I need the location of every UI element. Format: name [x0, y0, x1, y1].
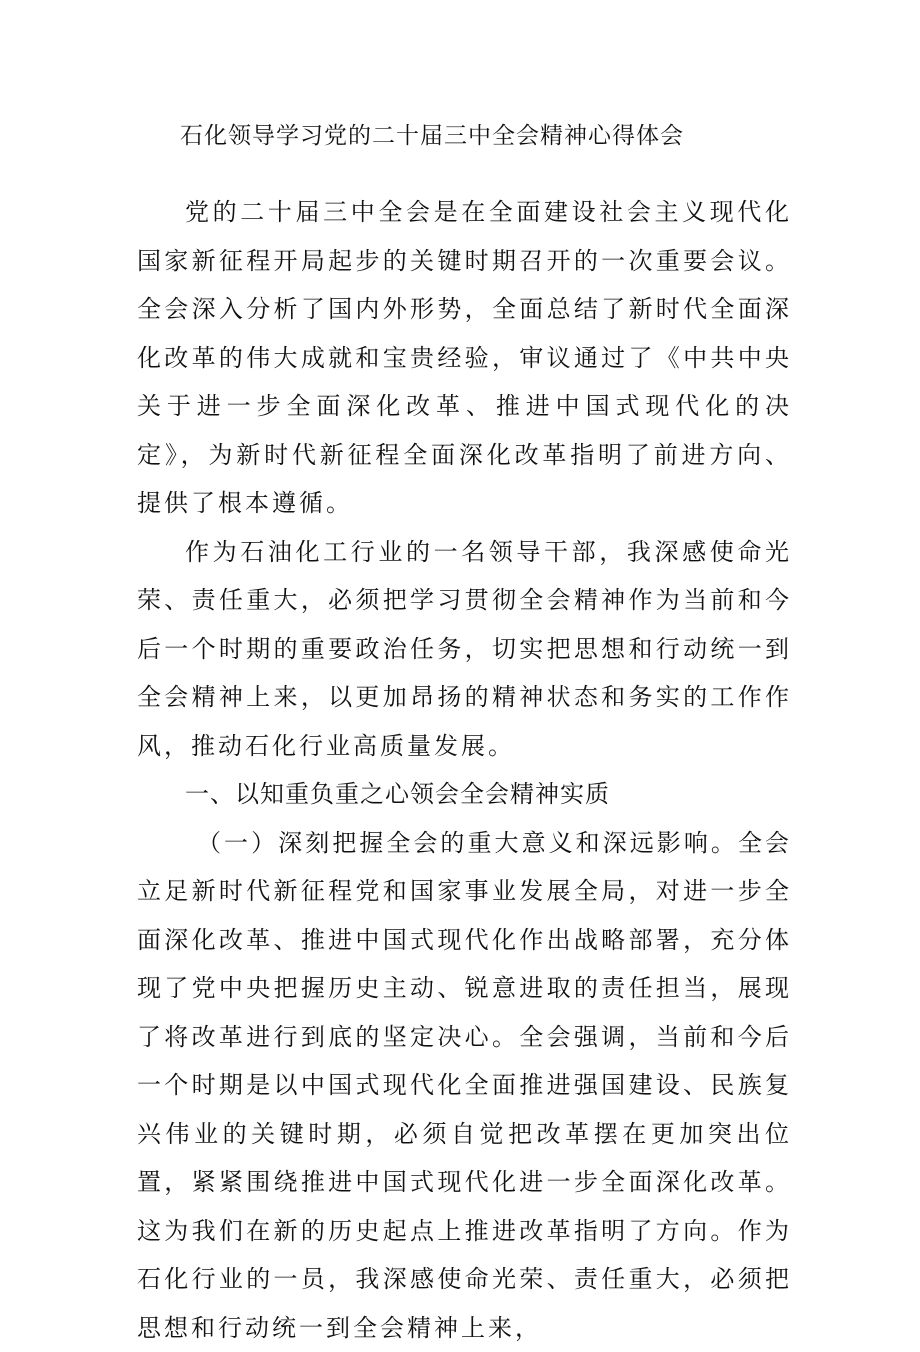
document-title: 石化领导学习党的二十届三中全会精神心得体会 — [180, 116, 740, 156]
body-paragraph-1: 党的二十届三中全会是在全面建设社会主义现代化国家新征程开局起步的关键时期召开的一次重要会议。全会深入分析了国内外形势，全面总结了新时代全面深化改革的伟大成就和宝贵经验，审议通过了《中共中央关于进一步全面深化改革、推进中国式现代化的决定》，为新时代新征程全面深化改革指明了前进方向、提供了根本遵循。 — [137, 188, 792, 528]
document-body — [137, 188, 792, 1352]
body-paragraph-2: 作为石油化工行业的一名领导干部，我深感使命光荣、责任重大，必须把学习贯彻全会精神作为当前和今后一个时期的重要政治任务，切实把思想和行动统一到全会精神上来，以更加昂扬的精神状态和务实的工作作风，推动石化行业高质量发展。 — [137, 528, 792, 771]
subsection-paragraph: （一）深刻把握全会的重大意义和深远影响。全会立足新时代新征程党和国家事业发展全局，对进一步全面深化改革、推进中国式现代化作出战略部署，充分体现了党中央把握历史主动、锐意进取的责任担当，展现了将改革进行到底的坚定决心。全会强调，当前和今后一个时期是以中国式现代化全面推进强国建设、民族复兴伟业的关键时期，必须自觉把改革摆在更加突出位置，紧紧围绕推进中国式现代化进一步全面深化改革。这为我们在新的历史起点上推进改革指明了方向。作为石化行业的一员，我深感使命光荣、责任重大，必须把思想和行动统一到全会精神上来， — [137, 819, 792, 1352]
section-heading: 一、以知重负重之心领会全会精神实质 — [137, 770, 792, 819]
